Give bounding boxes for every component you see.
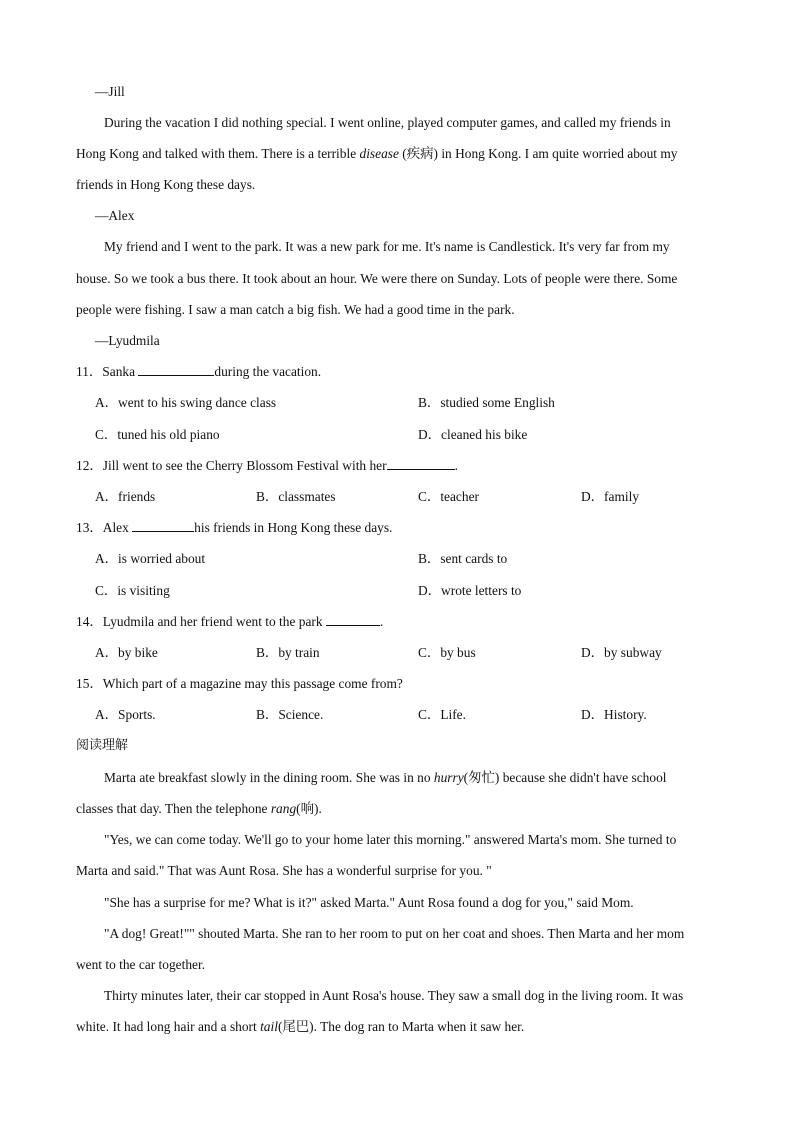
q14-option-a: A．by bike: [95, 645, 158, 660]
text-segment: white. It had long hair and a short: [76, 1019, 261, 1034]
answer-blank: [132, 519, 194, 532]
question-number: 13．: [76, 520, 103, 535]
text-segment: (疾病) in Hong Kong. I am quite worried about my: [398, 146, 678, 161]
lyudmila-paragraph-line-1: My friend and I went to the park. It was a new park for me. It's name is Candlestick. It's very far from my: [104, 239, 670, 254]
q11-option-a: A．went to his swing dance class: [95, 395, 277, 410]
story-line-5: "She has a surprise for me? What is it?" asked Marta." Aunt Rosa found a dog for you," said Mom.: [104, 895, 634, 910]
question-12: [76, 457, 458, 475]
q13-option-d: D．wrote letters to: [418, 583, 522, 598]
signature-lyudmila: —Lyudmila: [95, 333, 160, 348]
question-15: [76, 675, 403, 693]
q14-option-c: C．by bus: [418, 645, 476, 660]
text-segment: Marta ate breakfast slowly in the dining room. She was in no: [104, 770, 434, 785]
question-number: 15．: [76, 676, 103, 691]
question-13: [76, 519, 392, 537]
text-segment: (匆忙) because she didn't have school: [463, 770, 667, 785]
q15-option-b: B．Science.: [256, 707, 324, 722]
story-line-8: Thirty minutes later, their car stopped in Aunt Rosa's house. They saw a small dog in the living room. It was: [104, 988, 684, 1003]
answer-blank: [387, 457, 455, 470]
answer-blank: [326, 613, 380, 626]
question-text: .: [454, 458, 458, 473]
question-11: [76, 363, 321, 381]
question-text: during the vacation.: [214, 364, 322, 379]
q11-option-b: B．studied some English: [418, 395, 555, 410]
italic-word-tail: tail: [260, 1019, 278, 1034]
question-number: 11．: [76, 364, 103, 379]
question-number: 12．: [76, 458, 103, 473]
q15-option-c: C．Life.: [418, 707, 466, 722]
story-line-1: [104, 769, 666, 787]
q14-option-d: D．by subway: [581, 645, 662, 660]
question-text: Which part of a magazine may this passage come from?: [102, 676, 403, 691]
alex-paragraph-line-2: [76, 145, 677, 163]
text-segment: classes that day. Then the telephone: [76, 801, 271, 816]
story-line-7: went to the car together.: [76, 957, 206, 972]
signature-alex: —Alex: [95, 208, 135, 223]
lyudmila-paragraph-line-2: house. So we took a bus there. It took about an hour. We were there on Sunday. Lots of people were there. Some: [76, 271, 678, 286]
alex-paragraph-line-3: friends in Hong Kong these days.: [76, 177, 256, 192]
q13-option-a: A．is worried about: [95, 551, 206, 566]
q12-option-a: A．friends: [95, 489, 156, 504]
question-14: [76, 613, 383, 631]
lyudmila-paragraph-line-3: people were fishing. I saw a man catch a big fish. We had a good time in the park.: [76, 302, 515, 317]
story-line-6: "A dog! Great!"" shouted Marta. She ran to her room to put on her coat and shoes. Then Marta and her mom: [104, 926, 685, 941]
question-text: Alex: [102, 520, 133, 535]
q12-option-d: D．family: [581, 489, 640, 504]
story-line-9: [76, 1018, 524, 1036]
question-text: Lyudmila and her friend went to the park: [102, 614, 326, 629]
italic-word-hurry: hurry: [433, 770, 464, 785]
text-segment: (尾巴). The dog ran to Marta when it saw her.: [277, 1019, 525, 1034]
q12-option-b: B．classmates: [256, 489, 336, 504]
q14-option-b: B．by train: [256, 645, 320, 660]
alex-paragraph-line-1: During the vacation I did nothing special. I went online, played computer games, and called my friends in: [104, 115, 671, 130]
italic-word-disease: disease: [359, 146, 399, 161]
question-text: Jill went to see the Cherry Blossom Festival with her: [102, 458, 387, 473]
answer-blank: [138, 363, 214, 376]
story-line-3: "Yes, we can come today. We'll go to your home later this morning." answered Marta's mom. She turned to: [104, 832, 677, 847]
section-heading: 阅读理解: [76, 738, 129, 753]
q15-option-d: D．History.: [581, 707, 647, 722]
signature-jill: —Jill: [95, 84, 125, 99]
text-segment: (响).: [296, 801, 322, 816]
q13-option-c: C．is visiting: [95, 583, 170, 598]
q13-option-b: B．sent cards to: [418, 551, 508, 566]
q12-option-c: C．teacher: [418, 489, 479, 504]
italic-word-rang: rang: [270, 801, 297, 816]
question-text: .: [379, 614, 384, 629]
text-segment: Hong Kong and talked with them. There is a terrible: [76, 146, 360, 161]
question-text: his friends in Hong Kong these days.: [194, 520, 393, 535]
q11-option-d: D．cleaned his bike: [418, 427, 528, 442]
q11-option-c: C．tuned his old piano: [95, 427, 220, 442]
story-line-4: Marta and said." That was Aunt Rosa. She has a wonderful surprise for you. ": [76, 863, 492, 878]
question-text: Sanka: [102, 364, 139, 379]
question-number: 14．: [76, 614, 103, 629]
story-line-2: [76, 800, 322, 818]
q15-option-a: A．Sports.: [95, 707, 156, 722]
